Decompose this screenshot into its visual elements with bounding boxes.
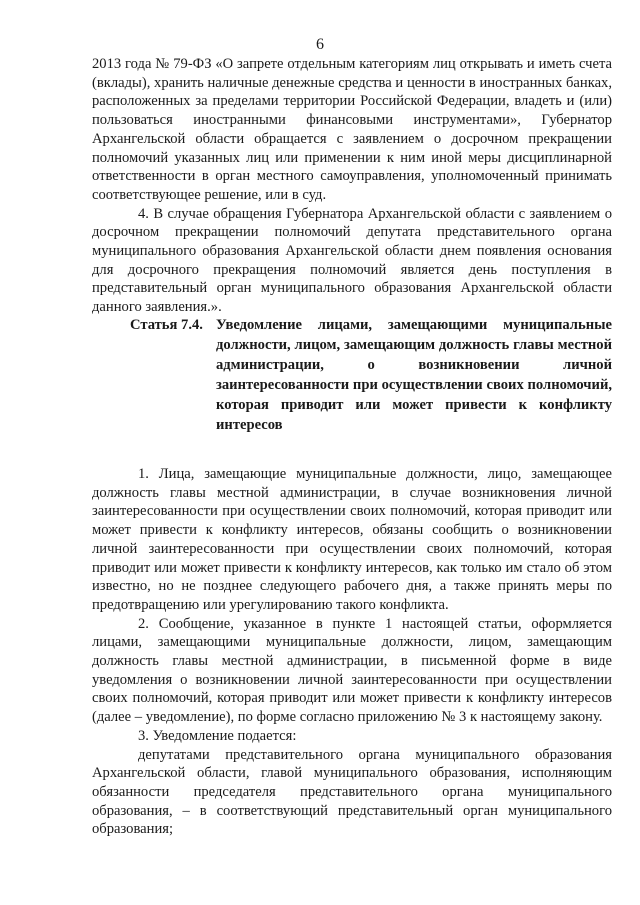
article-heading <box>130 315 612 435</box>
article-body <box>92 465 612 839</box>
paragraph-item-2: 2. Сообщение, указанное в пункте 1 настоящей статьи, оформляется лицами, замещающими муниципальные должности, лицом, замещающим должность главы местной администрации, в письменной форме в виде уведомления о возникновении личной заинтересованности при осуществлении своих полномочий, которая приводит или может привести к конфликту интересов (далее – уведомление), по форме согласно приложению № 3 к настоящему закону. <box>92 615 612 726</box>
article-number: Статья 7.4. <box>130 317 203 333</box>
article-title: Уведомление лицами, замещающими муниципальные должности, лицом, замещающим должность главы местной администрации, о возникновении личной заинтересованности при осуществлении своих полномочий, которая приводит или может привести к конфликту интересов <box>216 317 612 433</box>
page-number: 6 <box>316 36 324 53</box>
paragraph-deputies-clause: депутатами представительного органа муниципального образования Архангельской области, главой муниципального образования, исполняющим обязанности председателя представительного органа муниципального образования, – в соответствующий представительный орган муниципального образования; <box>92 746 612 838</box>
paragraph-item-1: 1. Лица, замещающие муниципальные должности, лицо, замещающее должность главы местной администрации, в случае возникновения личной заинтересованности при осуществлении своих полномочий, которая приводит или может привести к конфликту интересов, обязаны сообщить о возникновении личной заинтересованности при осуществлении своих полномочий, которая приводит или может привести к конфликту интересов, как только им стало об этом известно, но не позднее следующего рабочего дня, а также принять меры по предотвращению или урегулированию такого конфликта. <box>92 466 612 613</box>
paragraph-item-4: 4. В случае обращения Губернатора Архангельской области с заявлением о досрочном прекращении полномочий депутата представительного органа муниципального образования Архангельской области днем появления основания для досрочного прекращения полномочий является день поступления в представительный орган муниципального образования Архангельской области данного заявления.». <box>92 205 612 316</box>
intro-text-block <box>92 55 612 317</box>
paragraph-law-reference: 2013 года № 79-ФЗ «О запрете отдельным категориям лиц открывать и иметь счета (вклады), хранить наличные денежные средства и ценности в иностранных банках, расположенных за пределами территории Российской Федерации, владеть и (или) пользоваться иностранными финансовыми инструментами», Губернатор Архангельской области обращается с заявлением о досрочном прекращении полномочий указанных лиц или применении к ним иной меры дисциплинарной ответственности в орган местного самоуправления, уполномоченный принимать соответствующее решение, или в суд. <box>92 56 612 203</box>
paragraph-item-3: 3. Уведомление подается: <box>138 727 297 744</box>
